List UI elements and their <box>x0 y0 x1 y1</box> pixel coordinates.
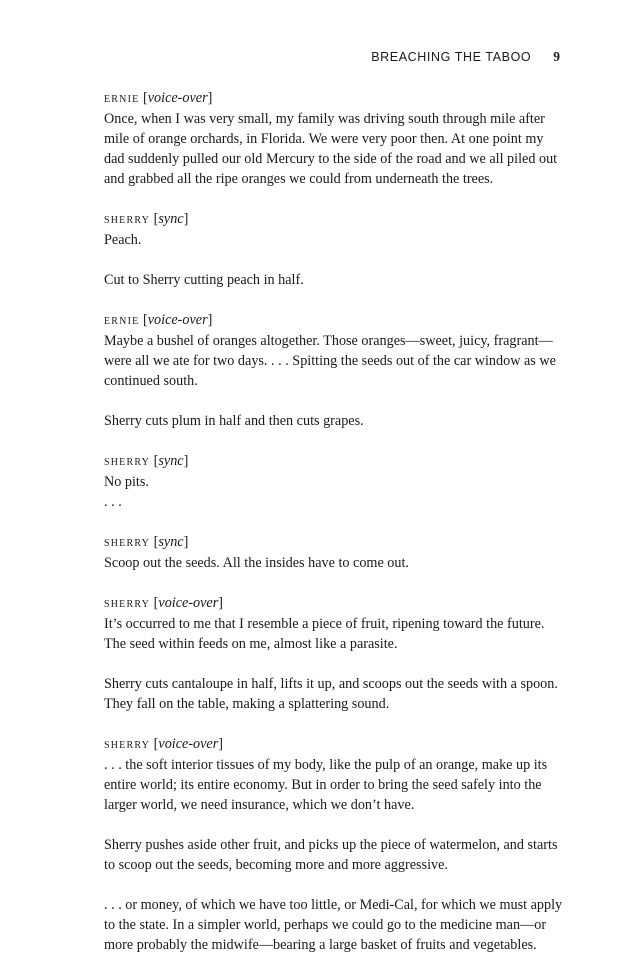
dialogue-line: continued south. <box>104 373 198 389</box>
dialogue-line: . . . the soft interior tissues of my body, like the pulp of an orange, make up its <box>104 757 548 773</box>
bracket-close: ] <box>207 312 213 328</box>
action-line: Sherry pushes aside other fruit, and picks up the piece of watermelon, and starts <box>104 837 558 853</box>
dialogue-line: larger world, we need insurance, which we don’t have. <box>104 797 415 813</box>
dialogue-line: were all we ate for two days. . . . Spitting the seeds out of the car window as we <box>104 353 556 369</box>
action-line: more probably the midwife—bearing a large basket of fruits and vegetables. <box>104 937 537 953</box>
bracket-close: ] <box>183 453 189 469</box>
dialogue-line: No pits. <box>104 474 149 490</box>
delivery-direction: voice-over <box>147 90 208 106</box>
dialogue-line: entire world; its entire economy. But in order to bring the seed safely into the <box>104 777 542 793</box>
speaker-name: sherry <box>104 212 151 227</box>
speaker-cue <box>104 451 574 472</box>
dialogue-line: It’s occurred to me that I resemble a piece of fruit, ripening toward the future. <box>104 616 545 632</box>
bracket-open: [ <box>150 595 159 611</box>
dialogue-line: Maybe a bushel of oranges altogether. Those oranges—sweet, juicy, fragrant— <box>104 333 553 349</box>
delivery-direction: sync <box>158 453 184 469</box>
speaker-name: ernie <box>104 91 140 106</box>
action-line: They fall on the table, making a splattering sound. <box>104 696 390 712</box>
bracket-open: [ <box>150 534 159 550</box>
dialogue-line: Once, when I was very small, my family was driving south through mile after <box>104 111 545 127</box>
speaker-cue <box>104 209 574 230</box>
running-head-title: BREACHING THE TABOO <box>371 50 532 64</box>
delivery-direction: voice-over <box>158 595 219 611</box>
delivery-direction: voice-over <box>158 736 219 752</box>
bracket-open: [ <box>150 211 159 227</box>
bracket-open: [ <box>139 90 148 106</box>
action-block <box>104 270 574 290</box>
dialogue-block <box>104 209 574 250</box>
action-line: to the state. In a simpler world, perhaps we could go to the medicine man—or <box>104 917 547 933</box>
dialogue-line: and grabbed all the ripe oranges we could from underneath the trees. <box>104 171 494 187</box>
speaker-name: sherry <box>104 596 151 611</box>
speaker-cue <box>104 593 574 614</box>
action-line: Sherry cuts plum in half and then cuts grapes. <box>104 413 364 429</box>
bracket-open: [ <box>150 736 159 752</box>
speaker-cue <box>104 734 574 755</box>
action-block <box>104 674 574 714</box>
action-line: Sherry cuts cantaloupe in half, lifts it up, and scoops out the seeds with a spoon. <box>104 676 558 692</box>
bracket-open: [ <box>150 453 159 469</box>
dialogue-line: Peach. <box>104 232 142 248</box>
dialogue-block <box>104 310 574 391</box>
dialogue-line: . . . <box>104 494 122 510</box>
delivery-direction: sync <box>158 211 184 227</box>
delivery-direction: voice-over <box>147 312 208 328</box>
action-line: to scoop out the seeds, becoming more and more aggressive. <box>104 857 448 873</box>
action-block <box>104 895 574 955</box>
dialogue-block <box>104 734 574 815</box>
bracket-close: ] <box>183 534 189 550</box>
dialogue-line: The seed within feeds on me, almost like a parasite. <box>104 636 398 652</box>
dialogue-block <box>104 88 574 189</box>
speaker-cue <box>104 88 574 109</box>
dialogue-line: mile of orange orchards, in Florida. We were very poor then. At one point my <box>104 131 544 147</box>
dialogue-line: Scoop out the seeds. All the insides have to come out. <box>104 555 409 571</box>
speaker-name: sherry <box>104 535 151 550</box>
speaker-name: sherry <box>104 454 151 469</box>
speaker-name: ernie <box>104 313 140 328</box>
script-body <box>104 88 574 975</box>
bracket-open: [ <box>139 312 148 328</box>
action-line: Cut to Sherry cutting peach in half. <box>104 272 304 288</box>
page-number: 9 <box>553 49 560 64</box>
running-header <box>371 49 560 65</box>
dialogue-block <box>104 451 574 512</box>
speaker-name: sherry <box>104 737 151 752</box>
bracket-close: ] <box>183 211 189 227</box>
action-block <box>104 835 574 875</box>
dialogue-block <box>104 532 574 573</box>
action-block <box>104 411 574 431</box>
bracket-close: ] <box>218 595 223 611</box>
delivery-direction: sync <box>158 534 184 550</box>
bracket-close: ] <box>207 90 213 106</box>
dialogue-block <box>104 593 574 654</box>
speaker-cue <box>104 310 574 331</box>
bracket-close: ] <box>218 736 223 752</box>
action-line: . . . or money, of which we have too little, or Medi-Cal, for which we must apply <box>104 897 563 913</box>
dialogue-line: dad suddenly pulled our old Mercury to the side of the road and we all piled out <box>104 151 558 167</box>
speaker-cue <box>104 532 574 553</box>
